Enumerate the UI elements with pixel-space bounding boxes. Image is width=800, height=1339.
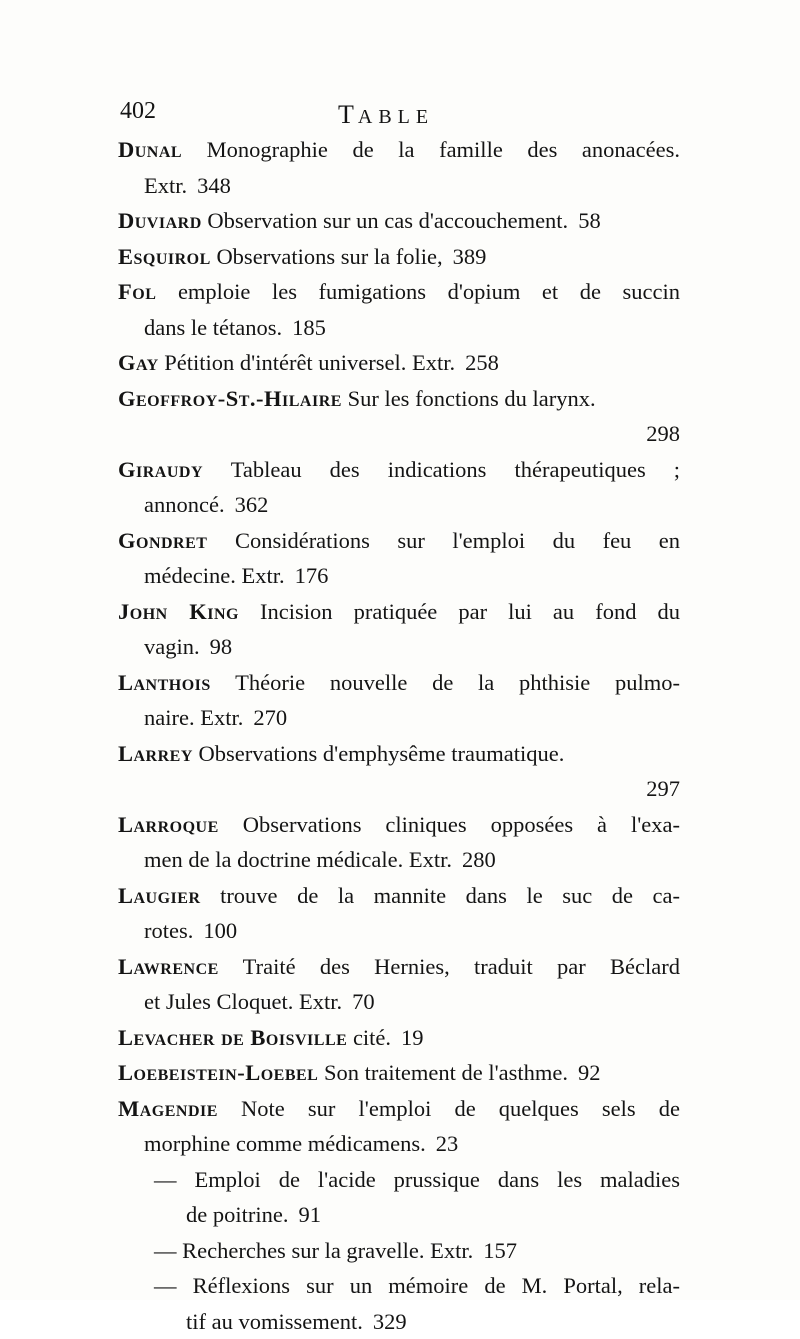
entry-line bbox=[118, 274, 680, 310]
entry-page-number: 157 bbox=[473, 1238, 517, 1263]
entry-line bbox=[118, 700, 680, 736]
entry-line bbox=[118, 1233, 680, 1269]
entry-text: Observations d'emphysême traumatique. bbox=[199, 741, 565, 766]
entry-line bbox=[118, 665, 680, 701]
entry-line bbox=[118, 736, 680, 772]
entry-line-body bbox=[144, 918, 193, 943]
entry-page-number: 70 bbox=[342, 989, 375, 1014]
index-entry bbox=[118, 345, 680, 381]
entry-text: Monographie de la famille des anonacées. bbox=[207, 137, 680, 162]
entry-line bbox=[118, 949, 680, 985]
entry-text: Incision pratiquée par lui au fond du bbox=[260, 599, 680, 624]
entry-line bbox=[118, 168, 680, 204]
index-entry bbox=[118, 736, 680, 807]
entry-name: Duviard bbox=[118, 208, 202, 233]
entry-line bbox=[118, 842, 680, 878]
page-header bbox=[120, 98, 690, 134]
entry-line bbox=[118, 381, 680, 417]
entry-line bbox=[118, 452, 680, 488]
entry-text: morphine comme médicamens. bbox=[144, 1131, 426, 1156]
entry-text: et Jules Cloquet. Extr. bbox=[144, 989, 342, 1014]
entry-line-body bbox=[144, 989, 342, 1014]
index-entries bbox=[118, 132, 680, 1339]
entry-text: annoncé. bbox=[144, 492, 225, 517]
entry-line bbox=[118, 807, 680, 843]
entry-line bbox=[118, 1126, 680, 1162]
entry-line bbox=[118, 629, 680, 665]
entry-text: Son traitement de l'asthme. bbox=[324, 1060, 568, 1085]
entry-text: de poitrine. bbox=[186, 1202, 288, 1227]
entry-name: Levacher de Boisville bbox=[118, 1025, 347, 1050]
entry-line-body bbox=[118, 208, 568, 233]
running-title-cap: T bbox=[338, 100, 358, 129]
entry-name: Loebeistein-Loebel bbox=[118, 1060, 318, 1085]
entry-page-number: 258 bbox=[455, 350, 499, 375]
entry-line-body bbox=[118, 350, 455, 375]
entry-text: Traité des Hernies, traduit par Béclard bbox=[243, 954, 680, 979]
entry-name: Giraudy bbox=[118, 457, 203, 482]
index-entry bbox=[118, 1055, 680, 1091]
entry-page-number: 389 bbox=[443, 244, 487, 269]
entry-text: emploie les fumigations d'opium et de succin bbox=[178, 279, 680, 304]
entry-line-body bbox=[154, 1238, 473, 1263]
entry-text: Pétition d'intérêt universel. Extr. bbox=[164, 350, 455, 375]
entry-page-number: 58 bbox=[568, 208, 601, 233]
entry-name: Esquirol bbox=[118, 244, 211, 269]
entry-page-number: 91 bbox=[288, 1202, 321, 1227]
entry-page-number: 19 bbox=[391, 1025, 424, 1050]
entry-text: Observations cliniques opposées à l'exa- bbox=[243, 812, 680, 837]
entry-line bbox=[118, 345, 680, 381]
index-entry bbox=[118, 1268, 680, 1339]
entry-text: vagin. bbox=[144, 634, 200, 659]
index-entry bbox=[118, 1091, 680, 1162]
entry-page-number: 176 bbox=[285, 563, 329, 588]
entry-page-number: 98 bbox=[200, 634, 233, 659]
index-entry bbox=[118, 665, 680, 736]
index-entry bbox=[118, 452, 680, 523]
entry-name: Gondret bbox=[118, 528, 207, 553]
entry-line bbox=[118, 558, 680, 594]
entry-text: Recherches sur la gravelle. Extr. bbox=[182, 1238, 473, 1263]
entry-page-number: 23 bbox=[426, 1131, 459, 1156]
entry-page-number: 348 bbox=[187, 173, 231, 198]
entry-page-number: 329 bbox=[363, 1309, 407, 1334]
index-entry bbox=[118, 381, 680, 452]
entry-line bbox=[118, 487, 680, 523]
entry-name: Larroque bbox=[118, 812, 219, 837]
entry-name: Lawrence bbox=[118, 954, 219, 979]
entry-line bbox=[118, 1020, 680, 1056]
entry-text: Observation sur un cas d'accouchement. bbox=[207, 208, 568, 233]
entry-line bbox=[118, 1268, 680, 1304]
index-entry bbox=[118, 807, 680, 878]
entry-page-number: 298 bbox=[118, 416, 680, 452]
entry-name: Gay bbox=[118, 350, 159, 375]
entry-line bbox=[118, 132, 680, 168]
entry-name: Lanthois bbox=[118, 670, 211, 695]
index-entry bbox=[118, 203, 680, 239]
entry-name: Magendie bbox=[118, 1096, 218, 1121]
entry-text: Note sur l'emploi de quelques sels de bbox=[241, 1096, 680, 1121]
entry-text: Extr. bbox=[144, 173, 187, 198]
entry-page-number: 297 bbox=[118, 771, 680, 807]
entry-page-number: 100 bbox=[193, 918, 237, 943]
entry-page-number: 185 bbox=[282, 315, 326, 340]
entry-text: Théorie nouvelle de la phthisie pulmo- bbox=[235, 670, 680, 695]
entry-page-number: 280 bbox=[452, 847, 496, 872]
index-entry bbox=[118, 132, 680, 203]
entry-text: Observations sur la folie, bbox=[216, 244, 442, 269]
entry-line bbox=[118, 310, 680, 346]
entry-page-number: 362 bbox=[225, 492, 269, 517]
entry-line-body bbox=[144, 173, 187, 198]
entry-line-body bbox=[144, 634, 200, 659]
entry-line-body bbox=[144, 492, 225, 517]
entry-line-body bbox=[144, 1131, 426, 1156]
entry-name: Geoffroy-St.-Hilaire bbox=[118, 386, 342, 411]
entry-text: men de la doctrine médicale. Extr. bbox=[144, 847, 452, 872]
entry-text: cité. bbox=[353, 1025, 391, 1050]
entry-text: tif au vomissement. bbox=[186, 1309, 363, 1334]
entry-line bbox=[118, 523, 680, 559]
entry-name: — bbox=[154, 1238, 177, 1263]
entry-line bbox=[118, 594, 680, 630]
entry-line bbox=[118, 1304, 680, 1339]
entry-name: Larrey bbox=[118, 741, 193, 766]
entry-line-body bbox=[144, 563, 285, 588]
entry-line-body bbox=[144, 315, 282, 340]
entry-text: Emploi de l'acide prussique dans les maladies bbox=[194, 1167, 680, 1192]
running-title bbox=[338, 100, 434, 130]
running-title-rest: ABLE bbox=[358, 106, 434, 128]
entry-text: rotes. bbox=[144, 918, 193, 943]
index-entry bbox=[118, 274, 680, 345]
entry-line-body bbox=[186, 1309, 363, 1334]
entry-text: naire. Extr. bbox=[144, 705, 243, 730]
index-entry bbox=[118, 949, 680, 1020]
entry-text: trouve de la mannite dans le suc de ca- bbox=[220, 883, 680, 908]
entry-name: Fol bbox=[118, 279, 156, 304]
entry-page-number: 92 bbox=[568, 1060, 601, 1085]
entry-text: Considérations sur l'emploi du feu en bbox=[235, 528, 680, 553]
entry-line bbox=[118, 1091, 680, 1127]
entry-line-body bbox=[186, 1202, 288, 1227]
entry-line-body bbox=[118, 1025, 391, 1050]
entry-line-body bbox=[144, 705, 243, 730]
index-entry bbox=[118, 878, 680, 949]
entry-text: Sur les fonctions du larynx. bbox=[348, 386, 596, 411]
entry-text: dans le tétanos. bbox=[144, 315, 282, 340]
entry-name: John King bbox=[118, 599, 239, 624]
entry-line bbox=[118, 1162, 680, 1198]
entry-text: médecine. Extr. bbox=[144, 563, 285, 588]
entry-line-body bbox=[118, 244, 443, 269]
entry-line bbox=[118, 913, 680, 949]
entry-name: — bbox=[154, 1167, 177, 1192]
entry-line bbox=[118, 239, 680, 275]
entry-line bbox=[118, 878, 680, 914]
entry-text: Réflexions sur un mémoire de M. Portal, rela- bbox=[193, 1273, 680, 1298]
entry-name: Laugier bbox=[118, 883, 201, 908]
entry-line bbox=[118, 984, 680, 1020]
entry-line-body bbox=[118, 1060, 568, 1085]
entry-line bbox=[118, 203, 680, 239]
entry-line bbox=[118, 1197, 680, 1233]
entry-name: — bbox=[154, 1273, 177, 1298]
entry-name: Dunal bbox=[118, 137, 182, 162]
entry-line-body bbox=[144, 847, 452, 872]
index-entry bbox=[118, 594, 680, 665]
index-entry bbox=[118, 523, 680, 594]
index-entry bbox=[118, 1020, 680, 1056]
entry-page-number: 270 bbox=[243, 705, 287, 730]
entry-text: Tableau des indications thérapeutiques ; bbox=[231, 457, 680, 482]
index-entry bbox=[118, 1162, 680, 1233]
index-entry bbox=[118, 1233, 680, 1269]
entry-line bbox=[118, 1055, 680, 1091]
index-entry bbox=[118, 239, 680, 275]
page-number: 402 bbox=[120, 98, 156, 125]
